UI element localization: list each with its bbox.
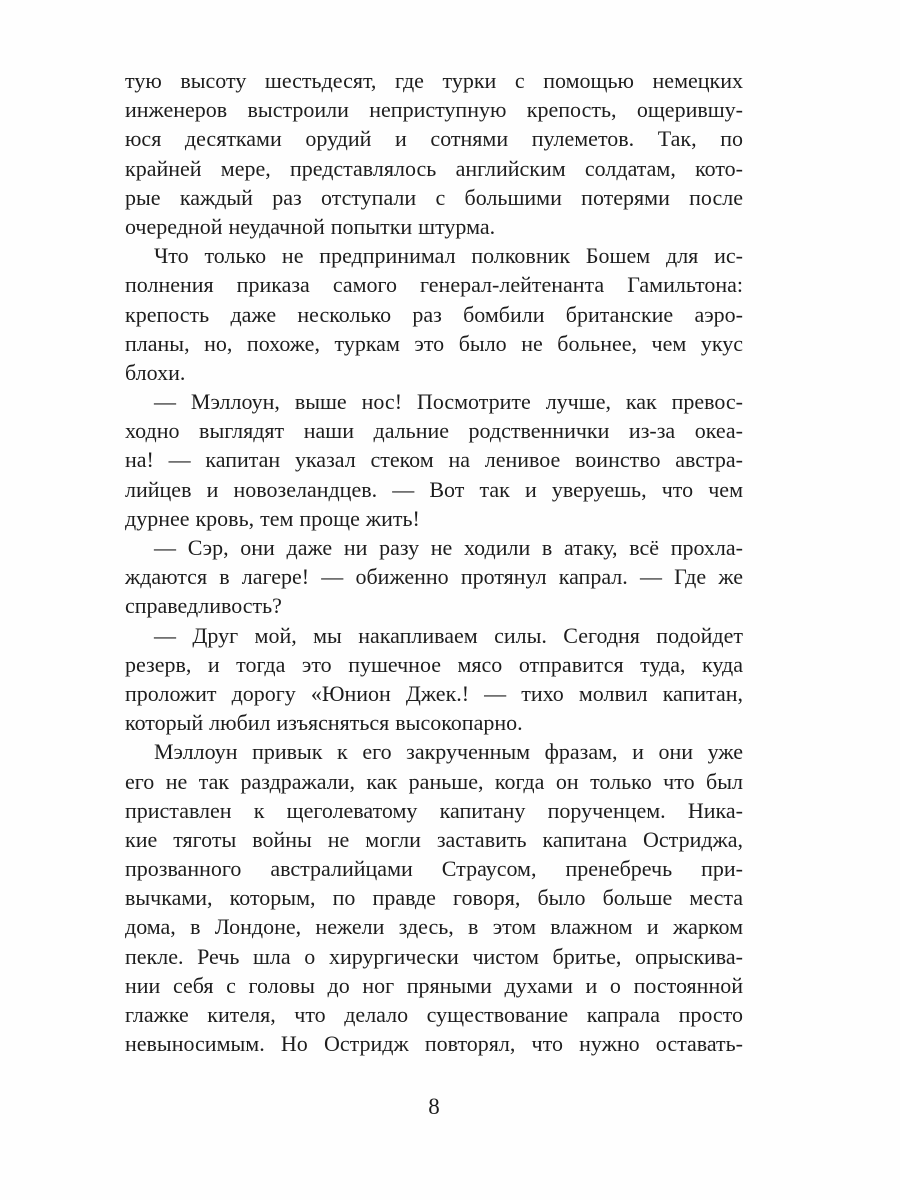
text-line: блохи.: [125, 359, 186, 385]
text-line: дома, в Лондоне, нежели здесь, в этом влажном и жарком: [125, 914, 743, 940]
text-line: дурнее кровь, тем проще жить!: [125, 505, 420, 531]
text-line: Мэллоун привык к его закрученным фразам, и они уже: [154, 739, 743, 765]
text-line: рые каждый раз отступали с большими потерями после: [125, 184, 743, 210]
text-line: пекле. Речь шла о хирургически чистом бритье, опрыскива-: [125, 943, 743, 969]
text-line: — Друг мой, мы накапливаем силы. Сегодня подойдет: [154, 622, 743, 648]
paragraph: [125, 737, 743, 1058]
text-line: резерв, и тогда это пушечное мясо отправится туда, куда: [125, 651, 743, 677]
text-line: кие тяготы войны не могли заставить капитана Остриджа,: [125, 826, 743, 852]
text-line: — Сэр, они даже ни разу не ходили в атаку, всё прохла-: [154, 535, 743, 560]
text-line: инженеров выстроили неприступную крепость, ощерившу-: [125, 97, 743, 123]
page-number: 8: [428, 1094, 440, 1119]
text-line: крайней мере, представлялось английским солдатам, кото-: [125, 155, 743, 181]
text-line: проложит дорогу «Юнион Джек.! — тихо молвил капитан,: [125, 680, 743, 706]
text-line: прозванного австралийцами Страусом, пренебречь при-: [125, 856, 743, 882]
text-line: планы, но, похоже, туркам это было не больнее, чем укус: [125, 330, 743, 356]
text-line: Что только не предпринимал полковник Бошем для ис-: [154, 243, 743, 269]
text-line: лийцев и новозеландцев. — Вот так и уверуешь, что чем: [125, 476, 743, 502]
text-line: который любил изъясняться высокопарно.: [125, 710, 523, 736]
text-line: крепость даже несколько раз бомбили британские аэро-: [125, 301, 743, 327]
text-line: ждаются в лагере! — обиженно протянул капрал. — Где же: [125, 564, 743, 590]
paragraph: [125, 387, 743, 533]
text-line: его не так раздражали, как раньше, когда он только что был: [125, 768, 743, 794]
text-line: тую высоту шестьдесят, где турки с помощью немецких: [125, 68, 743, 93]
text-line: невыносимым. Но Остридж повторял, что нужно оставать-: [125, 1031, 743, 1057]
text-line: нии себя с головы до ног пряными духами и о постоянной: [125, 972, 743, 998]
paragraph: [125, 241, 743, 387]
paragraph: [125, 621, 743, 738]
text-line: ходно выглядят наши дальние родственнички из-за океа-: [125, 418, 743, 444]
text-line: очередной неудачной попытки штурма.: [125, 213, 496, 239]
text-block: [125, 66, 743, 1058]
text-line: на! — капитан указал стеком на ленивое воинство австра-: [125, 447, 743, 473]
text-line: приставлен к щеголеватому капитану порученцем. Ника-: [125, 797, 743, 823]
text-line: глажке кителя, что делало существование капрала просто: [125, 1002, 743, 1027]
paragraph: [125, 533, 743, 621]
text-line: полнения приказа самого генерал-лейтенанта Гамильтона:: [125, 272, 743, 298]
paragraph: [125, 66, 743, 241]
text-line: юся десятками орудий и сотнями пулеметов. Так, по: [125, 126, 743, 152]
text-line: — Мэллоун, выше нос! Посмотрите лучше, как превос-: [154, 389, 743, 415]
text-line: справедливость?: [125, 593, 282, 619]
text-line: вычками, которым, по правде говоря, было больше места: [125, 885, 743, 911]
